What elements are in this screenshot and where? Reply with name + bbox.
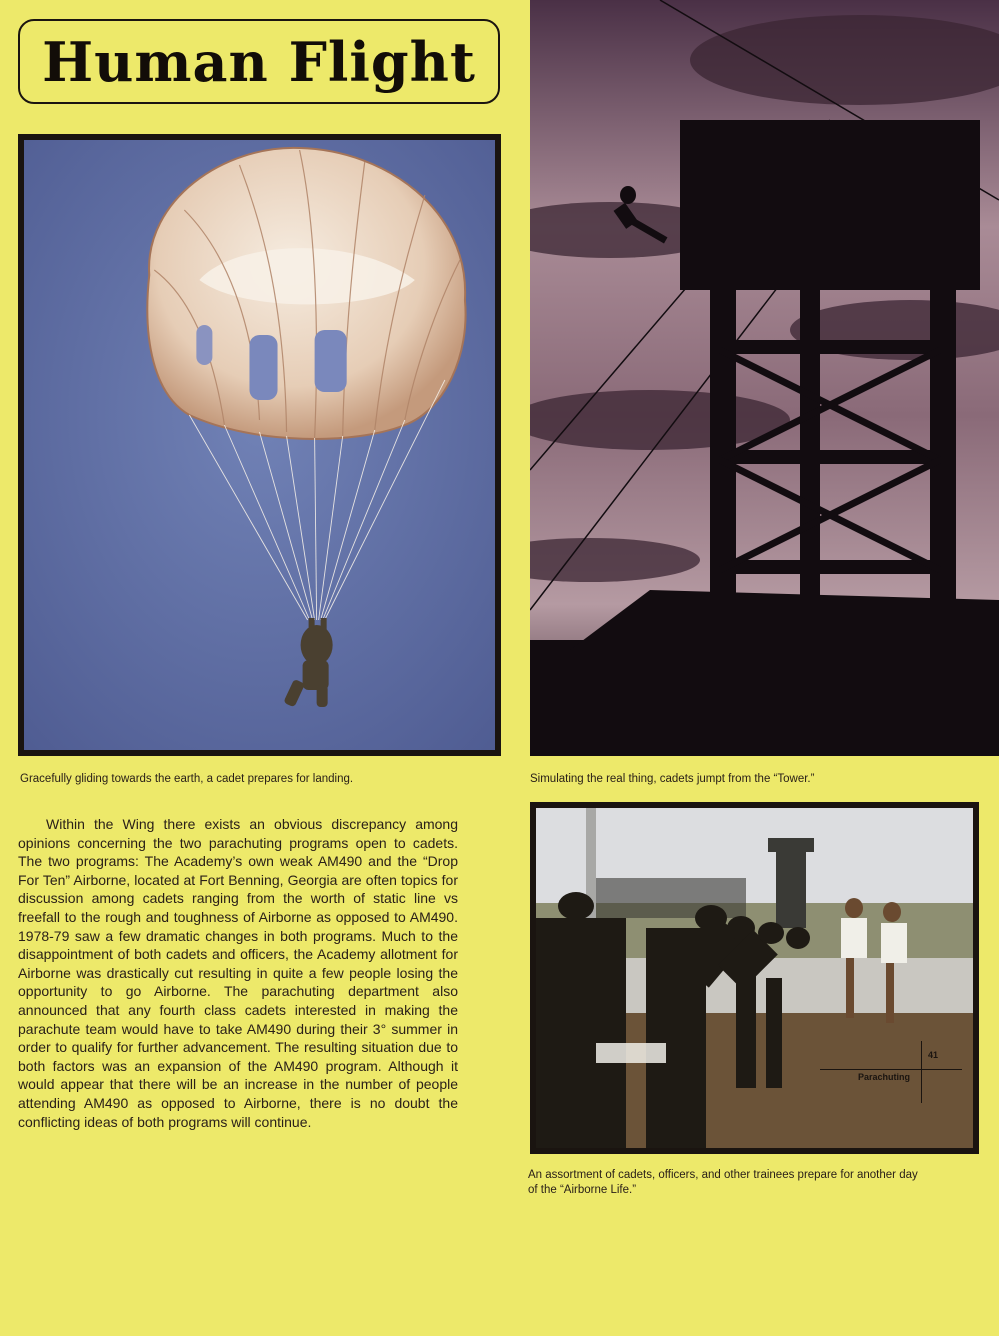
parachute-caption: Gracefully gliding towards the earth, a cadet prepares for landing.: [20, 773, 354, 785]
folio-rule-horizontal: [820, 1069, 962, 1070]
tower-image: [530, 0, 999, 756]
parachute-image: [24, 140, 495, 750]
page-number: 41: [928, 1050, 939, 1060]
tower-photo: [530, 0, 999, 756]
parachute-photo: [18, 134, 501, 756]
section-label: Parachuting: [858, 1072, 911, 1082]
page-title: Human Flight: [42, 29, 476, 94]
training-caption: An assortment of cadets, officers, and other trainees prepare for another day of the “Airborne Life.”: [528, 1169, 918, 1196]
article-body: Within the Wing there exists an obvious discrepancy among opinions concerning the two parachuting programs open to cadets. The two programs: The Academy’s own weak AM490 and the “Drop For Ten” Airborne, located at Fort Benning, Georgia are often topics for discussion among cadets ranging from the worth of static line vs freefall to the rough and toughness of Airborne as opposed to AM490. 1978-79 saw a few dramatic changes in both programs. Much to the disappointment of both cadets and officers, the Academy allotment for Airborne was drastically cut resulting in quite a few people losing the opportunity to go Airborne. The parachuting department also announced that any fourth class cadets interested in making the parachute team would have to take AM490 during their 3° summer in order to qualify for further advancement. The resulting situation due to both factors was an expansion of the AM490 program. Although it would appear that there will be an increase in the number of people attending AM490 as opposed to Airborne, there is no doubt the conflicting ideas of both programs will continue.: [18, 816, 458, 1130]
training-photo: [530, 802, 979, 1154]
training-image: [536, 808, 973, 1148]
title-box: [18, 19, 500, 104]
tower-caption: Simulating the real thing, cadets jumpt from the “Tower.”: [530, 773, 815, 785]
folio-rule-vertical: [921, 1041, 922, 1103]
